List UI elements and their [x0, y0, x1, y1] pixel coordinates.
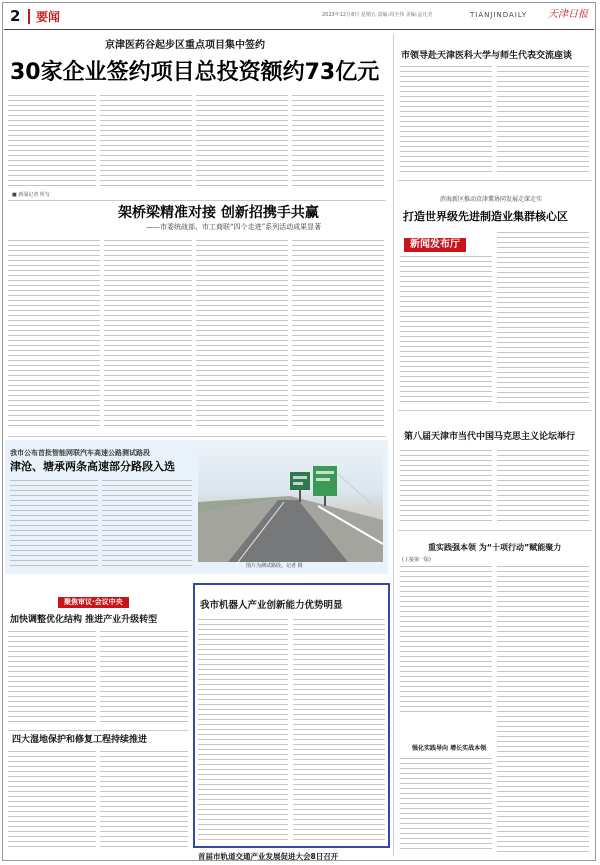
lead-kicker: 京津医药谷起步区重点项目集中签约 [105, 40, 265, 51]
left-bottom-text-col1 [8, 751, 96, 851]
right-bottom-text-col2 [497, 716, 589, 852]
forum-text-col1 [400, 450, 492, 522]
lead-text-col2 [100, 95, 192, 187]
masthead-en: TIANJINDAILY [470, 11, 528, 19]
lead-bottom-rule [8, 200, 386, 201]
robot-text-col1 [198, 619, 288, 841]
news-release-tag: 新闻发布厅 [404, 238, 466, 252]
feature-subhead: ——市委统战部、市工商联“四个走进”系列活动成果显著 [146, 223, 322, 231]
highway-kicker: 我市公布首批智能网联汽车高速公路测试路段 [10, 448, 150, 457]
lead-headline: 30家企业签约项目总投资额约73亿元 [10, 60, 380, 85]
right-top-text-col2 [497, 66, 589, 174]
forum-text-col2 [497, 450, 589, 522]
section-label: 要闻 [36, 10, 61, 24]
right-top-text-col1 [400, 66, 492, 174]
feature-text-col3 [196, 240, 288, 428]
lead-text-col1 [8, 95, 96, 187]
rail-headline: 首届市轨道交通产业发展促进大会8日召开 [198, 852, 339, 861]
left-bottom-text-col2 [100, 751, 188, 851]
highway-scene [198, 444, 383, 562]
section-divider [28, 9, 30, 24]
right-mid-text-col1 [400, 566, 492, 712]
left-lower-text-col2 [100, 631, 188, 725]
highway-headline: 津沧、塘承两条高速部分路段入选 [10, 460, 175, 473]
robot-headline: 我市机器人产业创新能力优势明显 [200, 600, 343, 611]
right-bottom-subhead: 强化实践导向 增长实战本领 [412, 745, 487, 752]
feature-headline: 架桥梁精准对接 创新招携手共赢 [118, 205, 319, 221]
feature-bottom-rule [8, 436, 386, 437]
right-top-headline: 市领导赴天津医科大学与师生代表交流座谈 [401, 51, 573, 61]
left-bottom-headline: 四大湿地保护和修复工程持续推进 [12, 735, 148, 745]
page-number: 2 [10, 7, 21, 25]
highway-photo [198, 444, 383, 562]
lead-photo-credit: ■ 新闻记者 所写 [12, 192, 50, 198]
right-top-rule [398, 180, 592, 181]
left-lower-rule [8, 730, 188, 731]
highway-text-col2 [102, 480, 192, 568]
feature-text-col1 [8, 240, 100, 428]
binhai-text-col1 [400, 256, 492, 404]
highway-text-col1 [10, 480, 98, 568]
lead-text-col3 [196, 95, 288, 187]
robot-text-col2 [293, 619, 385, 841]
feature-text-col4 [292, 240, 384, 428]
forum-headline: 第八届天津市当代中国马克思主义论坛举行 [404, 432, 576, 442]
highway-photo-caption: 图片为测试路段。记者 摄 [246, 563, 303, 569]
feature-text-col2 [104, 240, 192, 428]
binhai-headline: 打造世界级先进制造业集群核心区 [403, 210, 568, 223]
left-lower-headline: 加快调整优化结构 推进产业升级转型 [10, 615, 158, 625]
forum-bottom-rule [398, 530, 592, 531]
focus-tag: 聚焦审议·会议中央 [58, 597, 129, 608]
date-line: 2023年12月8日 星期五 责编:周全伟 美编:孟凡莹 [322, 12, 433, 18]
main-column-divider [393, 34, 394, 856]
masthead-cn: 天津日报 [548, 9, 588, 20]
binhai-bottom-rule [398, 410, 592, 411]
header-rule [4, 29, 594, 30]
right-bottom-text-col1 [400, 758, 492, 852]
binhai-kicker: 滨海新区推动京津冀协同发展走深走实 [440, 196, 543, 203]
right-mid-headline: 重实践强本领 为“十项行动”赋能聚力 [428, 543, 562, 552]
binhai-text-col2 [497, 232, 589, 404]
right-mid-sub: (上接第一版) [402, 557, 431, 563]
right-mid-text-col2 [497, 566, 589, 712]
left-lower-text-col1 [8, 631, 96, 725]
lead-text-col4 [292, 95, 384, 187]
